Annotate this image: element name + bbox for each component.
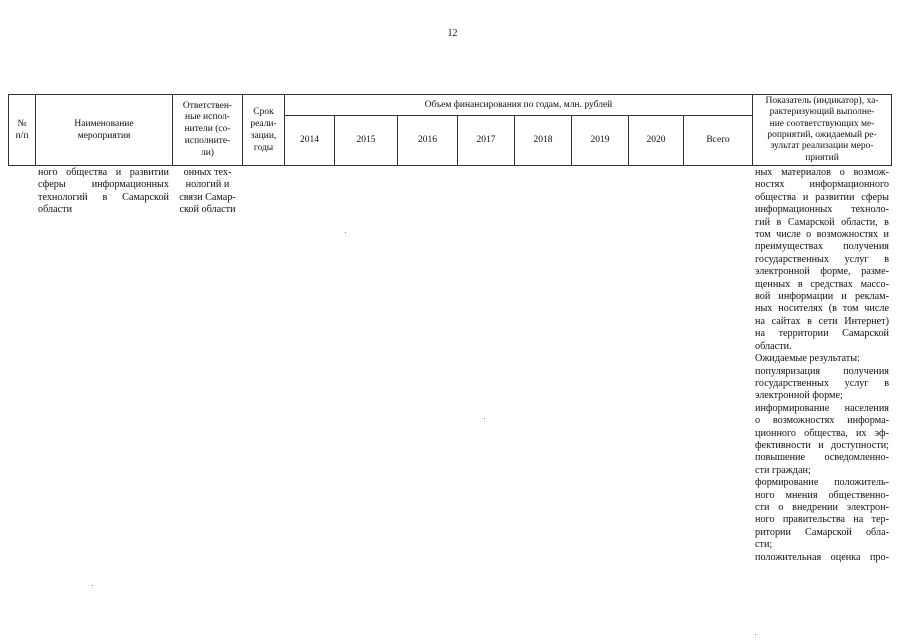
responsible-text: онных тех- нологий и связи Самар- ской области [179, 167, 236, 216]
header-year-2017: 2017 [476, 135, 496, 146]
activity-name-text: ного общества и развитии сферы информационных технологий в Самарской области [38, 167, 169, 216]
header-year-2020: 2020 [646, 135, 666, 146]
header-year-2015: 2015 [356, 135, 376, 146]
col-border-right [891, 94, 892, 166]
page-number: 12 [447, 28, 458, 39]
header-term: Срок реали- зации, годы [250, 106, 277, 154]
header-bottom-border [8, 165, 892, 166]
header-indicator: Показатель (индикатор), ха- рактеризующий выполне- ние соответствующих ме- роприятий, ожидаемый ре- зультат реализации меро- приятий [765, 95, 879, 163]
header-year-2016: 2016 [418, 135, 437, 146]
header-year-2018: 2018 [533, 135, 553, 146]
header-total: Всего [706, 135, 730, 146]
scan-speck [92, 585, 93, 586]
header-year-2019: 2019 [590, 135, 610, 146]
indicator-text: ных материалов о возмож- ностях информационного общества и развитии сферы информационных техноло- гий в Самарской области, в том числе о возможностях и преимуществах получения государственных услуг в электронной форме, разме- щенных в средствах массо- вой информации и реклам- ных носителях (в том числе на сайтах в сети Интернет) на территории Самарской области. Ожидаемые результаты: популяризация получения государственных услуг в электронной форме; информирование населения о возможностях информа- ционного общества, их эф- фективности и доступности; повышение осведомленно- сти граждан; формирование положитель- ного мнения общественно- сти о внедрении электрон- ного правительства на тер- ритории Самарской обла- сти; положительная оценка про- [755, 167, 889, 563]
scan-speck [345, 232, 346, 233]
scan-speck [755, 634, 756, 635]
scan-speck [484, 418, 485, 419]
header-responsible: Ответствен- ные испол- нители (со- исполните- ли) [182, 100, 233, 158]
header-name: Наименование мероприятия [74, 118, 134, 141]
header-num: № п/п [15, 118, 29, 141]
header-funding-title: Объем финансирования по годам, млн. рублей [424, 99, 613, 110]
header-year-2014: 2014 [300, 135, 319, 146]
